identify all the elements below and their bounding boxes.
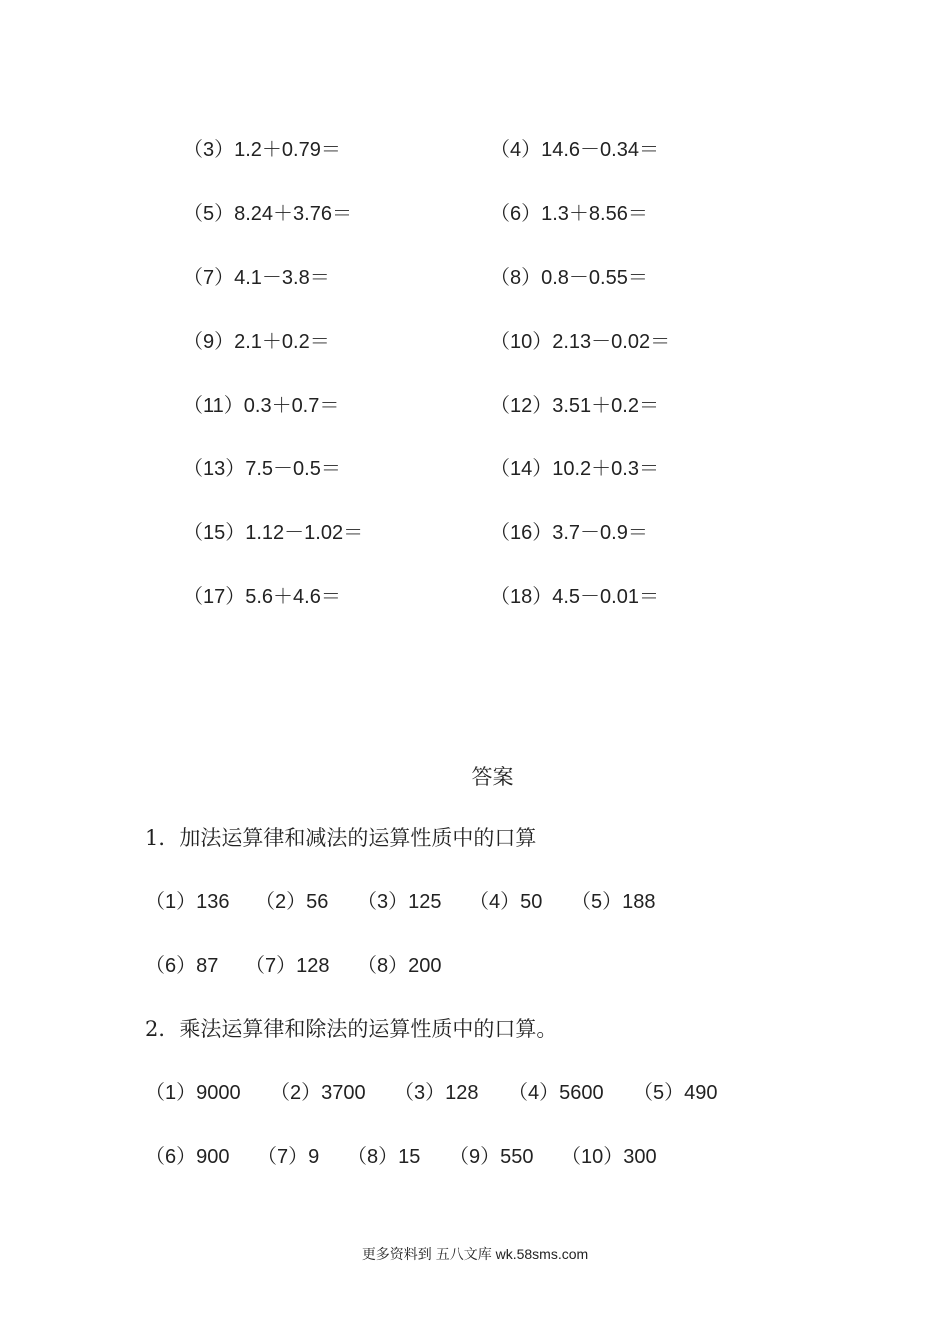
section-1-answers-line-2	[145, 954, 442, 978]
problem-14: （14）10.2＋0.3＝	[490, 458, 659, 480]
problem-15: （15）1.12－1.02＝	[183, 522, 364, 544]
answer-item: （6）900	[145, 1146, 230, 1168]
answer-item: （1）136	[145, 891, 230, 913]
problem-10: （10）2.13－0.02＝	[490, 331, 671, 353]
problem-12: （12）3.51＋0.2＝	[490, 395, 659, 417]
section-2-answers-line-1	[145, 1081, 718, 1105]
answer-item: （2）56	[255, 891, 329, 913]
problem-5: （5）8.24＋3.76＝	[183, 203, 352, 225]
answer-item: （5）490	[633, 1082, 718, 1104]
problem-3: （3）1.2＋0.79＝	[183, 139, 341, 161]
answer-item: （5）188	[571, 891, 656, 913]
problem-13: （13）7.5－0.5＝	[183, 458, 341, 480]
answers-title: 答案	[471, 765, 514, 789]
answer-item: （8）15	[347, 1146, 421, 1168]
problem-11: （11）0.3＋0.7＝	[183, 395, 340, 417]
answer-item: （1）9000	[145, 1082, 241, 1104]
section-1-heading: 1．加法运算律和减法的运算性质中的口算	[145, 826, 537, 850]
answer-item: （7）128	[245, 955, 330, 977]
problem-9: （9）2.1＋0.2＝	[183, 331, 330, 353]
section-2-answers-line-2	[145, 1145, 657, 1169]
section-1-answers-line-1	[145, 890, 656, 914]
answer-item: （4）50	[469, 891, 543, 913]
answer-item: （2）3700	[270, 1082, 366, 1104]
answer-item: （3）128	[394, 1082, 479, 1104]
answer-item: （10）300	[561, 1146, 657, 1168]
answer-item: （4）5600	[508, 1082, 604, 1104]
answer-item: （6）87	[145, 955, 219, 977]
page-footer: 更多资料到 五八文库 wk.58sms.com	[361, 1246, 589, 1262]
problem-17: （17）5.6＋4.6＝	[183, 586, 341, 608]
problem-18: （18）4.5－0.01＝	[490, 586, 659, 608]
problem-4: （4）14.6－0.34＝	[490, 139, 659, 161]
answer-item: （3）125	[357, 891, 442, 913]
answer-item: （7）9	[257, 1146, 320, 1168]
answer-item: （9）550	[449, 1146, 534, 1168]
problem-6: （6）1.3＋8.56＝	[490, 203, 648, 225]
problem-7: （7）4.1－3.8＝	[183, 267, 330, 289]
problem-16: （16）3.7－0.9＝	[490, 522, 648, 544]
answer-item: （8）200	[357, 955, 442, 977]
section-2-heading: 2．乘法运算律和除法的运算性质中的口算。	[145, 1017, 558, 1041]
problem-8: （8）0.8－0.55＝	[490, 267, 648, 289]
